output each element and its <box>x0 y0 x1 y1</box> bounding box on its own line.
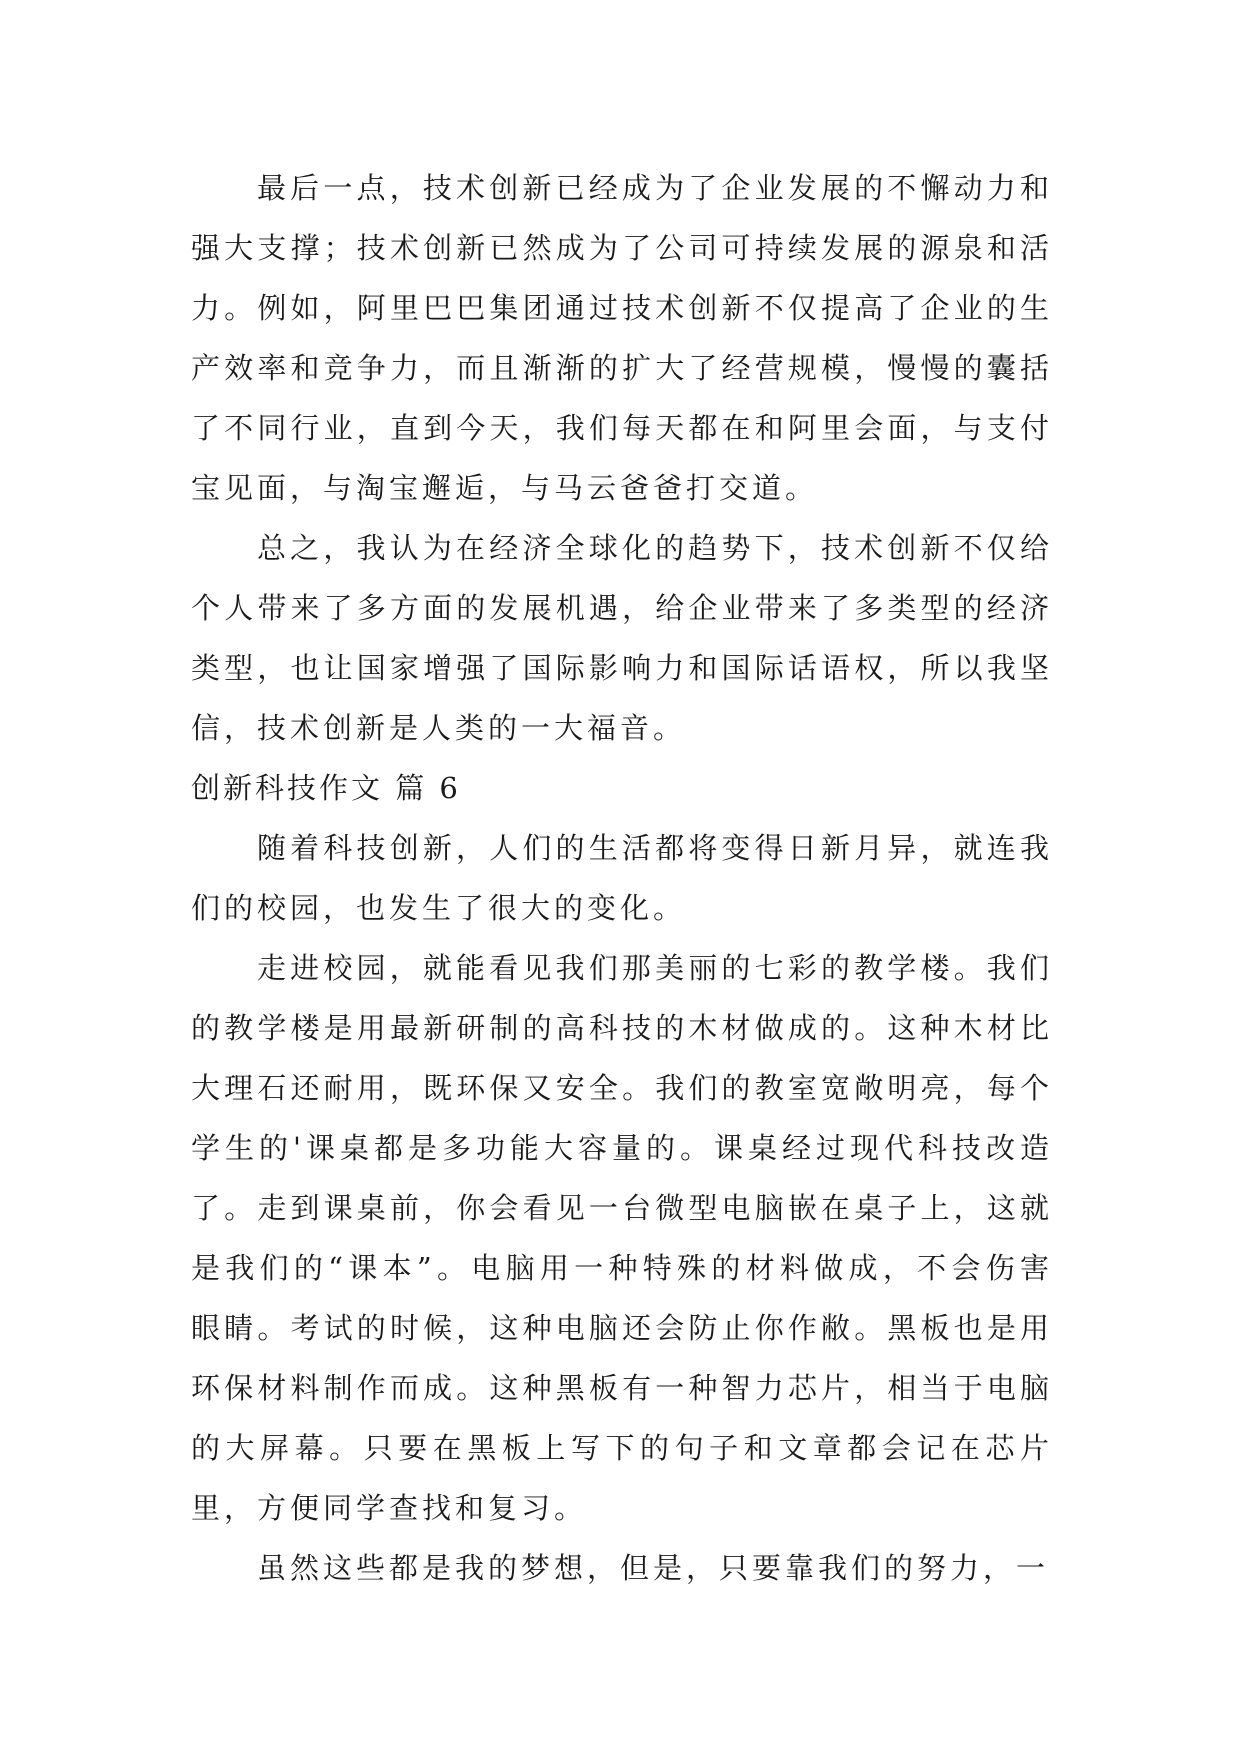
paragraph-dream: 虽然这些都是我的梦想，但是，只要靠我们的努力，一 <box>257 1551 1050 1585</box>
paragraph-campus-change: 随着科技创新，人们的生活都将变得日新月异，就连我们的校园，也发生了很大的变化。 <box>191 831 1053 925</box>
paragraph-conclusion: 总之，我认为在经济全球化的趋势下，技术创新不仅给个人带来了多方面的发展机遇，给企业带来了多类型的经济类型，也让国家增强了国际影响力和国际话语权，所以我坚信，技术创新是人类的一大福音。 <box>191 531 1053 745</box>
paragraph-innovation-enterprise: 最后一点，技术创新已经成为了企业发展的不懈动力和强大支撑；技术创新已然成为了公司可持续发展的源泉和活力。例如，阿里巴巴集团通过技术创新不仅提高了企业的生产效率和竞争力，而且渐渐的扩大了经营规模，慢慢的囊括了不同行业，直到今天，我们每天都在和阿里会面，与支付宝见面，与淘宝邂逅，与马云爸爸打交道。 <box>191 171 1053 505</box>
section-heading: 创新科技作文 篇 6 <box>191 771 461 805</box>
document-body <box>191 158 1053 1598</box>
paragraph-classroom: 走进校园，就能看见我们那美丽的七彩的教学楼。我们的教学楼是用最新研制的高科技的木材做成的。这种木材比大理石还耐用，既环保又安全。我们的教室宽敞明亮，每个学生的'课桌都是多功能大容量的。课桌经过现代科技改造了。走到课桌前，你会看见一台微型电脑嵌在桌子上，这就是我们的“课本”。电脑用一种特殊的材料做成，不会伤害眼睛。考试的时候，这种电脑还会防止你作敝。黑板也是用环保材料制作而成。这种黑板有一种智力芯片，相当于电脑的大屏幕。只要在黑板上写下的句子和文章都会记在芯片里，方便同学查找和复习。 <box>191 951 1053 1525</box>
